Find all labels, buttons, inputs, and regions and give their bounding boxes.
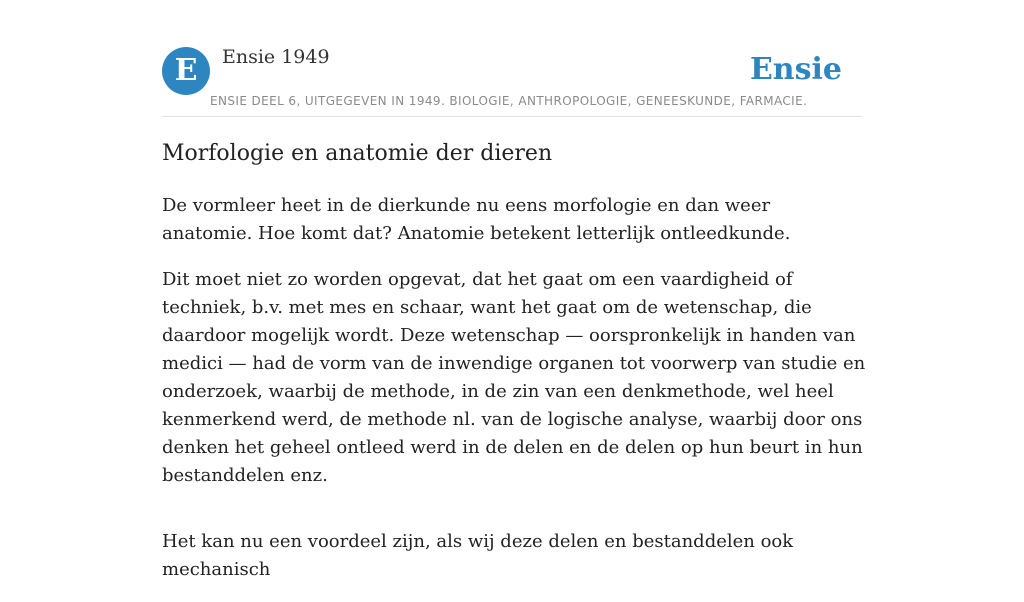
ensie-logo-icon[interactable]: E	[162, 47, 210, 95]
brand-link[interactable]: Ensie	[749, 52, 842, 87]
article-paragraph-3: Het kan nu een voordeel zijn, als wij deze delen en bestanddelen ook mechanisch	[162, 531, 794, 580]
article-paragraph-1: De vormleer heet in de dierkunde nu eens morfologie en dan weer anatomie. Hoe komt dat? Anatomie betekent letterlijk ontleedkunde.	[162, 195, 791, 244]
book-title-link[interactable]: Ensie 1949	[222, 46, 330, 68]
article-content	[162, 138, 866, 602]
article-paragraph-2: Dit moet niet zo worden opgevat, dat het gaat om een vaardigheid of techniek, b.v. met mes en schaar, want het gaat om de wetenschap, die daardoor mogelijk wordt. Deze wetenschap — oorspronkelijk in handen van medici — had de vorm van de inwendige organen tot voorwerp van studie en onderzoek, waarbij de methode, in de zin van een denkmethode, wel heel kenmerkend werd, de methode nl. van de logische analyse, waarbij door ons denken het geheel ontleed werd in de delen en de delen op hun beurt in hun bestanddelen enz.	[162, 269, 866, 486]
book-subtitle: ENSIE DEEL 6, UITGEGEVEN IN 1949. BIOLOGIE, ANTHROPOLOGIE, GENEESKUNDE, FARMACIE.	[210, 94, 808, 108]
page-title: Morfologie en anatomie der dieren	[162, 141, 553, 166]
site-header	[162, 44, 862, 117]
